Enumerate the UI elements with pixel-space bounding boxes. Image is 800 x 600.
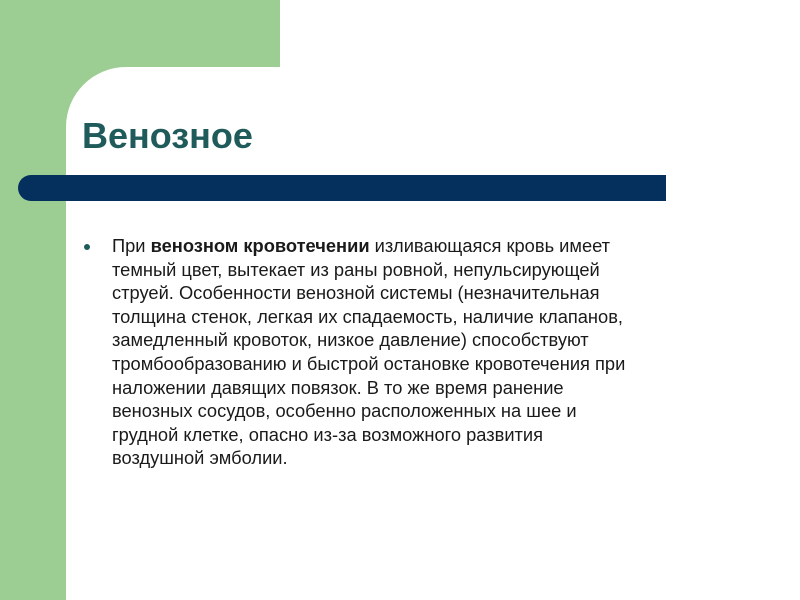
bullet-line-4: толщина стенок, легкая их спадаемость, наличие клапанов, [112,305,623,327]
bullet-line-8: венозных сосудов, особенно расположенных на шее и [112,400,577,422]
line-1-lead: При [112,235,151,256]
bullet-line-10: воздушной эмболии. [112,447,288,469]
decor-green-strip-left [0,0,66,600]
bullet-line-7: наложении давящих повязок. В то же время ранение [112,376,564,398]
slide-title: Венозное [82,115,253,156]
bullet-line-3: струей. Особенности венозной системы (незначительная [112,282,600,304]
line-1-emphasis: венозном кровотечении [150,235,370,256]
bullet-line-9: грудной клетке, опасно из-за возможного развития [112,423,544,445]
bullet-line-5: замедленный кровоток, низкое давление) способствуют [112,329,589,351]
line-1-rest: изливающаяся кровь имеет [369,235,611,256]
bullet-line-6: тромбообразованию и быстрой остановке кровотечения при [112,352,626,374]
title-underline-bar [18,175,666,201]
bullet-line-2: темный цвет, вытекает из раны ровной, непульсирующей [112,258,600,280]
bullet-text [112,234,744,470]
bullet-dot-icon [84,244,90,250]
slide-body [84,234,744,470]
bullet-item [84,234,744,470]
bullet-line-1 [112,235,610,256]
